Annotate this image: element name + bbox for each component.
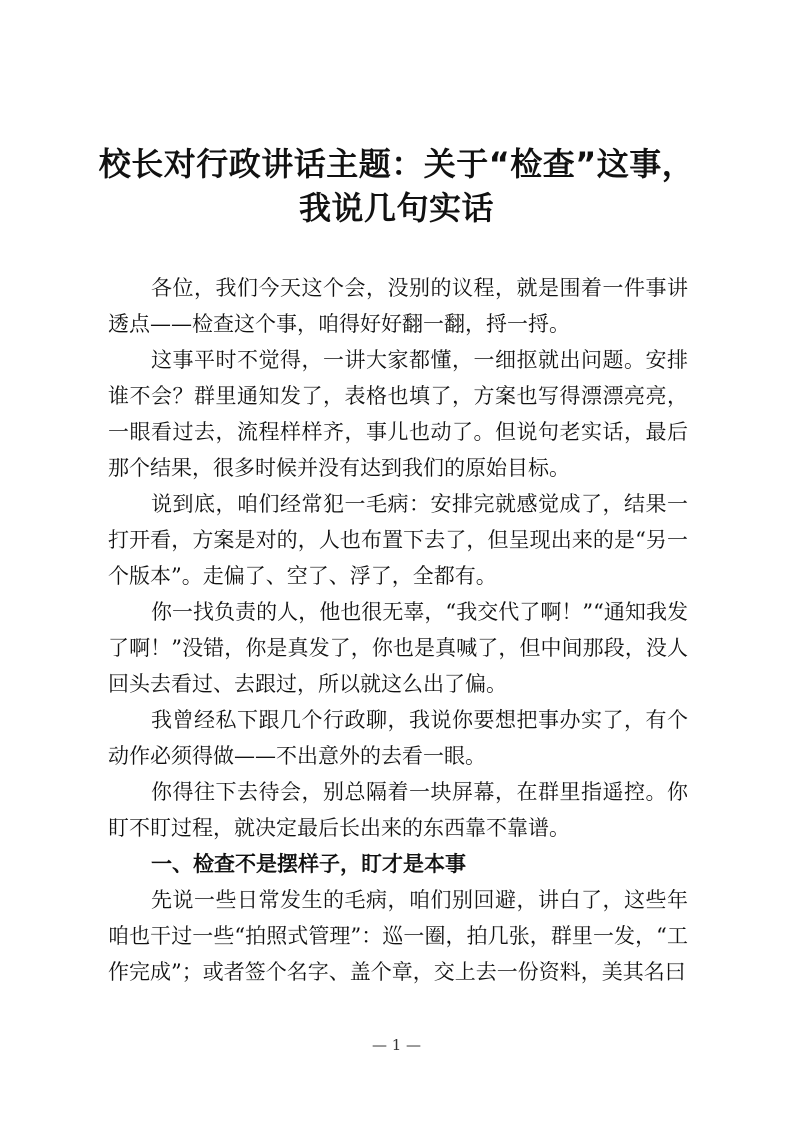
text-line: 你一找负责的人，他也很无辜，“我交代了啊！”“通知我发 xyxy=(151,600,688,624)
section-heading xyxy=(108,846,688,882)
text-line: 作完成”；或者签个名字、盖个章，交上去一份资料，美其名曰 xyxy=(108,960,686,984)
text-line: 我曾经私下跟几个行政聊，我说你要想把事办实了，有个 xyxy=(151,708,688,732)
paragraph xyxy=(108,882,688,990)
text-line: 动作必须得做——不出意外的去看一眼。 xyxy=(108,744,486,768)
paragraph xyxy=(108,774,688,846)
text-line: 盯不盯过程，就决定最后长出来的东西靠不靠谱。 xyxy=(108,816,570,840)
text-line: 先说一些日常发生的毛病，咱们别回避，讲白了，这些年 xyxy=(151,888,688,912)
title-line: 我说几句实话 xyxy=(298,189,494,227)
text-line: 说到底，咱们经常犯一毛病：安排完就感觉成了，结果一 xyxy=(151,492,688,516)
document-body xyxy=(108,270,688,990)
paragraph xyxy=(108,702,688,774)
paragraph xyxy=(108,486,688,594)
text-line: 打开看，方案是对的，人也布置下去了，但呈现出来的是“另一 xyxy=(108,528,688,552)
title-line: 校长对行政讲话主题：关于“检查”这事， xyxy=(98,145,695,183)
text-line: 透点——检查这个事，咱得好好翻一翻，捋一捋。 xyxy=(108,312,570,336)
text-line: 回头去看过、去跟过，所以就这么出了偏。 xyxy=(108,672,507,696)
paragraph xyxy=(108,594,688,702)
paragraph xyxy=(108,270,688,342)
paragraph xyxy=(108,342,688,486)
text-line: 一眼看过去，流程样样齐，事儿也动了。但说句老实话，最后 xyxy=(108,420,688,444)
text-line: 了啊！”没错，你是真发了，你也是真喊了，但中间那段，没人 xyxy=(108,636,688,660)
text-line: 个版本”。走偏了、空了、浮了，全都有。 xyxy=(108,564,497,588)
text-line: 这事平时不觉得，一讲大家都懂，一细抠就出问题。安排 xyxy=(151,348,688,372)
text-line: 那个结果，很多时候并没有达到我们的原始目标。 xyxy=(108,456,570,480)
document-title xyxy=(60,142,733,230)
text-line: 各位，我们今天这个会，没别的议程，就是围着一件事讲 xyxy=(151,276,688,300)
text-line: 咱也干过一些“拍照式管理”：巡一圈，拍几张，群里一发，“工 xyxy=(108,924,688,948)
text-line: 你得往下去待会，别总隔着一块屏幕，在群里指遥控。你 xyxy=(151,780,688,804)
text-line: 谁不会？群里通知发了，表格也填了，方案也写得漂漂亮亮， xyxy=(108,384,688,408)
page-number: — 1 — xyxy=(371,1036,422,1054)
text-line: 一、检查不是摆样子，盯才是本事 xyxy=(151,852,466,876)
